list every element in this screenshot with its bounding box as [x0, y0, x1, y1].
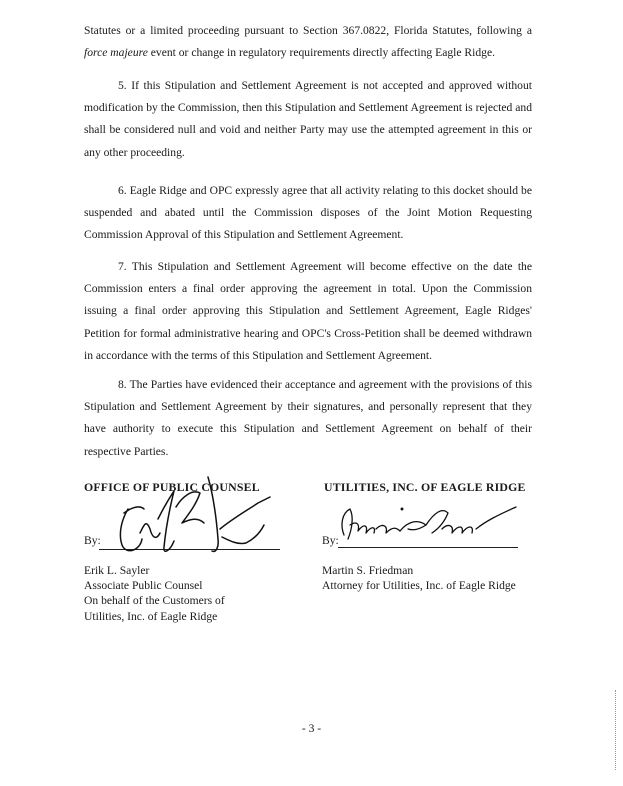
- opc-signer-title: Associate Public Counsel: [84, 579, 203, 593]
- utilities-heading: UTILITIES, INC. OF EAGLE RIDGE: [324, 480, 526, 494]
- page-number: - 3 -: [301, 722, 322, 735]
- paragraph-5: [84, 75, 532, 164]
- utilities-by-label: By:: [322, 534, 339, 547]
- paragraph-6-text: 6. Eagle Ridge and OPC expressly agree that all activity relating to this docket should be suspended and abated until the Commission disposes of the Joint Motion Requesting Commission Approval of this Stipulation and Settlement Agreement.: [84, 184, 532, 242]
- signature-block-utilities: [324, 480, 564, 495]
- scan-edge-mark: [615, 690, 617, 770]
- opc-by-label: By:: [84, 534, 101, 547]
- paragraph-8-text: 8. The Parties have evidenced their acceptance and agreement with the provisions of this Stipulation and Settlement Agreement by their signatures, and personally represent that they have authority to execute this Stipulation and Settlement Agreement on behalf of their respective Parties.: [84, 378, 532, 458]
- opc-signer-name: Erik L. Sayler: [84, 564, 150, 577]
- opc-handwritten-signature: [100, 467, 280, 567]
- opc-signer-behalf-line1: On behalf of the Customers of: [84, 594, 225, 608]
- utilities-signer-details: [322, 563, 572, 593]
- utilities-handwritten-signature: [330, 495, 530, 555]
- opc-signer-behalf-line2: Utilities, Inc. of Eagle Ridge: [84, 609, 218, 623]
- opc-signer-details: [84, 563, 314, 624]
- paragraph-7: [84, 256, 532, 367]
- paragraph-6: [84, 180, 532, 247]
- continuation-text-italic: force majeure: [84, 46, 148, 60]
- continuation-paragraph: [84, 20, 532, 64]
- continuation-text-before: Statutes or a limited proceeding pursuant to Section 367.0822, Florida Statutes, following a: [84, 24, 532, 37]
- continuation-text-after: event or change in regulatory requirements directly affecting Eagle Ridge.: [147, 46, 495, 60]
- paragraph-5-text: 5. If this Stipulation and Settlement Agreement is not accepted and approved without modification by the Commission, then this Stipulation and Settlement Agreement is rejected and shall be considered null and void and neither Party may use the attempted agreement in this or any other proceeding.: [84, 79, 532, 159]
- paragraph-7-text: 7. This Stipulation and Settlement Agreement will become effective on the date the Commission enters a final order approving the agreement in total. Upon the Commission issuing a final order approving this Stipulation and Settlement Agreement, Eagle Ridges' Petition for formal administrative hearing and OPC's Cross-Petition shall be deemed withdrawn in accordance with the terms of this Stipulation and Settlement Agreement.: [84, 260, 532, 362]
- opc-heading: OFFICE OF PUBLIC COUNSEL: [84, 480, 260, 494]
- paragraph-8: [84, 374, 532, 463]
- utilities-signer-title: Attorney for Utilities, Inc. of Eagle Ridge: [322, 579, 516, 593]
- utilities-signer-name: Martin S. Friedman: [322, 564, 414, 577]
